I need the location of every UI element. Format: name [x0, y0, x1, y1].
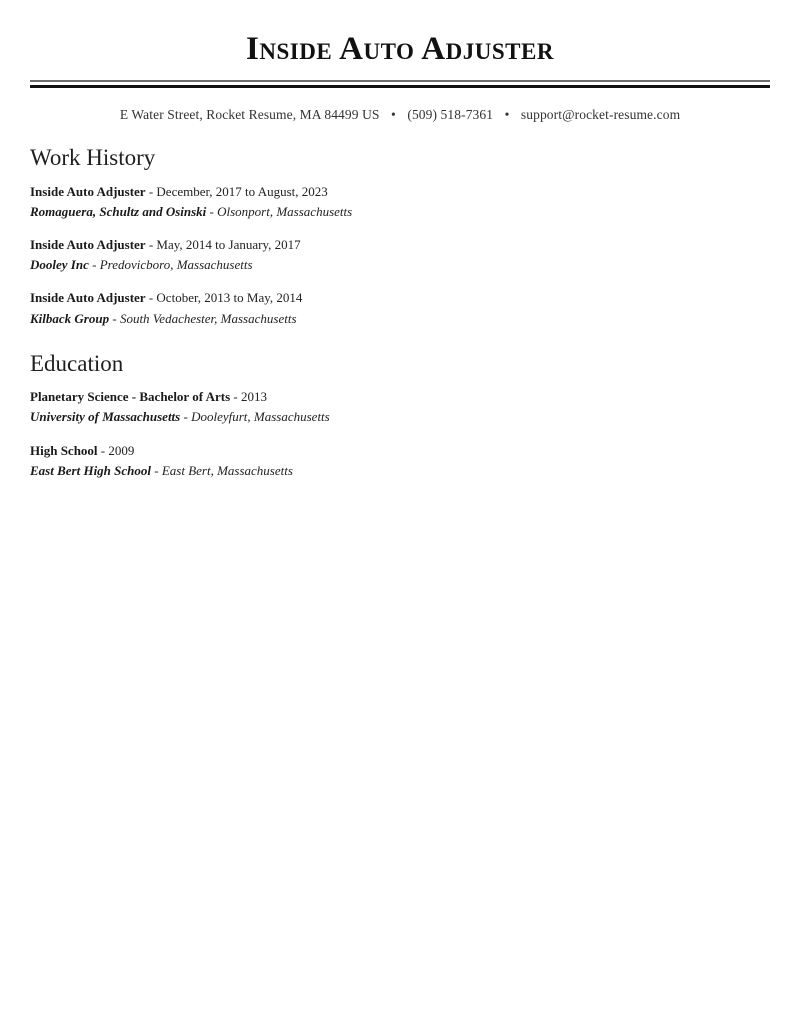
entry-dash: -	[233, 389, 238, 405]
entry-dash: -	[154, 462, 159, 478]
entry-company: Kilback Group	[30, 310, 110, 326]
contact-email: support@rocket-resume.com	[520, 107, 681, 123]
entry-title-line	[30, 182, 770, 202]
entry-title-line	[30, 288, 770, 308]
entry-year: 2013	[240, 389, 267, 405]
section-heading: Education	[30, 350, 124, 376]
entry-location: East Bert, Massachusetts	[161, 462, 293, 478]
work-entry	[30, 288, 770, 328]
entry-org-line	[30, 255, 770, 275]
entry-location: South Vedachester, Massachusetts	[119, 310, 297, 326]
divider-rule-thick	[30, 85, 770, 88]
entry-job-title: Inside Auto Adjuster	[30, 290, 146, 306]
education-entry	[30, 387, 770, 427]
contact-address: E Water Street, Rocket Resume, MA 84499 US	[119, 107, 380, 123]
entry-job-title: Inside Auto Adjuster	[30, 183, 146, 199]
section-education	[30, 350, 770, 481]
entry-location: Dooleyfurt, Massachusetts	[191, 409, 330, 425]
entry-school: University of Massachusetts	[30, 409, 181, 425]
education-entry	[30, 441, 770, 481]
entry-degree: Planetary Science - Bachelor of Arts	[30, 389, 231, 405]
entry-location: Predovicboro, Massachusetts	[99, 257, 253, 273]
entry-location: Olsonport, Massachusetts	[217, 204, 353, 220]
entry-company: Romaguera, Schultz and Osinski	[30, 204, 207, 220]
entry-degree: High School	[30, 442, 98, 458]
header-divider	[30, 80, 770, 88]
entry-dash: -	[100, 442, 106, 458]
entry-dash: -	[148, 237, 154, 253]
entry-title-line	[30, 387, 770, 407]
entry-dash: -	[209, 204, 214, 220]
contact-line	[30, 107, 770, 123]
page-content	[0, 80, 800, 481]
entry-dates: December, 2017 to August, 2023	[156, 183, 328, 199]
entry-org-line	[30, 309, 770, 329]
work-entry	[30, 235, 770, 275]
entry-dates: October, 2013 to May, 2014	[156, 290, 303, 306]
entry-dash: -	[148, 290, 154, 306]
section-heading: Work History	[30, 145, 156, 171]
entry-school: East Bert High School	[30, 462, 151, 478]
work-entry	[30, 182, 770, 222]
entry-dash: -	[183, 409, 188, 425]
entry-org-line	[30, 407, 770, 427]
entry-year: 2009	[108, 442, 135, 458]
page-title: Inside Auto Adjuster	[246, 31, 554, 67]
contact-separator-1: •	[391, 107, 396, 123]
entry-org-line	[30, 202, 770, 222]
contact-phone: (509) 518-7361	[407, 107, 494, 123]
entry-title-line	[30, 235, 770, 255]
entry-dash: -	[112, 310, 117, 326]
entry-dash: -	[92, 257, 97, 273]
entry-title-line	[30, 441, 770, 461]
contact-separator-2: •	[504, 107, 510, 123]
entry-dates: May, 2014 to January, 2017	[156, 237, 301, 253]
entry-job-title: Inside Auto Adjuster	[30, 237, 146, 253]
entry-company: Dooley Inc	[30, 257, 89, 273]
entry-dash: -	[148, 183, 154, 199]
section-work-history	[30, 144, 770, 328]
entry-org-line	[30, 461, 770, 481]
